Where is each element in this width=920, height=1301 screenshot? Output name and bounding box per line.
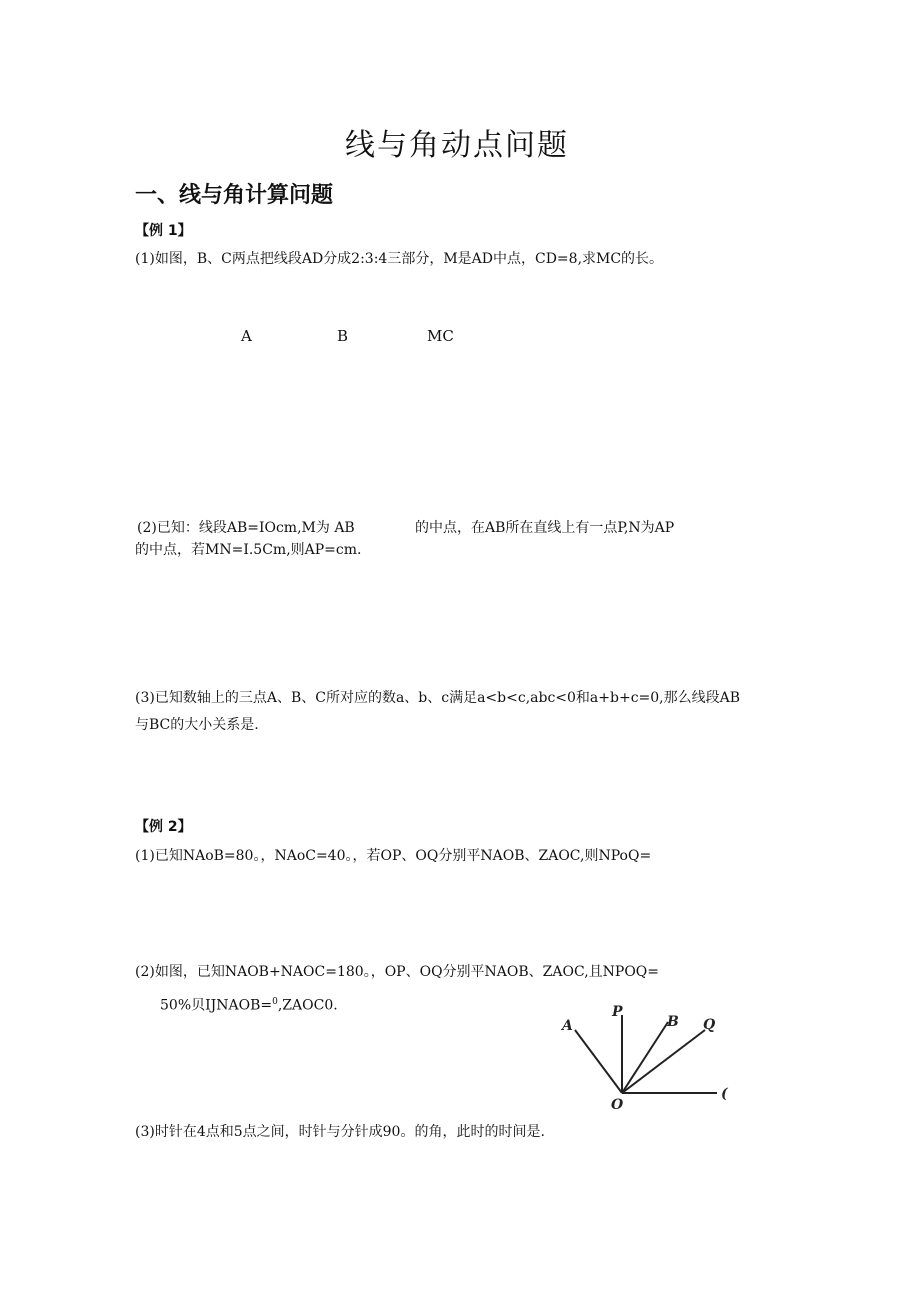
example-1-question-1: (1)如图，B、C两点把线段AD分成2:3:4三部分，M是AD中点，CD=8,求MC的长。 (135, 251, 664, 267)
example-2-question-2-line-2 (160, 992, 338, 1016)
example-2-question-3: (3)时针在4点和5点之间，时针与分针成90。的角，此时的时间是. (135, 1124, 545, 1140)
example-2-label: 【例 2】 (135, 819, 192, 835)
q2-text-a: 50%贝IJNAOB= (160, 997, 273, 1014)
angle-label-c: ( (721, 1086, 728, 1102)
angle-label-b: B (667, 1014, 679, 1030)
example-1-label: 【例 1】 (135, 223, 192, 239)
angle-figure (555, 1000, 735, 1115)
angle-label-p: P (612, 1004, 623, 1020)
example-1-question-2-line-1b: 的中点，在AB所在直线上有一点P,N为AP (415, 520, 675, 536)
q2-superscript: 0 (272, 997, 278, 1007)
angle-label-q: Q (703, 1017, 716, 1033)
page-title: 线与角动点问题 (345, 128, 569, 163)
figure-label-b: B (337, 327, 349, 345)
ray-oq (622, 1030, 705, 1093)
example-2-question-1: (1)已知NAoB=80。，NAoC=40。，若OP、OQ分别平NAOB、ZAOC,则NPoQ= (135, 848, 652, 864)
ray-oa (575, 1030, 622, 1093)
example-1-question-3-line-1: (3)已知数轴上的三点A、B、C所对应的数a、b、c满足a<b<c,abc<0和a+b+c=0,那么线段AB (135, 690, 741, 706)
q2-text-b: ,ZAOC0. (277, 997, 338, 1014)
example-1-question-2-line-2: 的中点，若MN=I.5Cm,则AP=cm. (135, 542, 362, 558)
example-2-question-2-line-1: (2)如图，已知NAOB+NAOC=180。，OP、OQ分别平NAOB、ZAOC,且NPOQ= (135, 964, 660, 980)
figure-label-mc: MC (427, 327, 454, 345)
section-heading: 一、线与角计算问题 (135, 183, 334, 208)
example-1-question-3-line-2: 与BC的大小关系是. (135, 717, 259, 733)
angle-label-o: O (611, 1097, 624, 1113)
ray-ob (622, 1022, 668, 1093)
example-1-question-2-line-1a: (2)已知：线段AB=IOcm,M为 AB (137, 520, 355, 536)
angle-label-a: A (562, 1018, 573, 1034)
figure-label-a: A (241, 327, 252, 345)
